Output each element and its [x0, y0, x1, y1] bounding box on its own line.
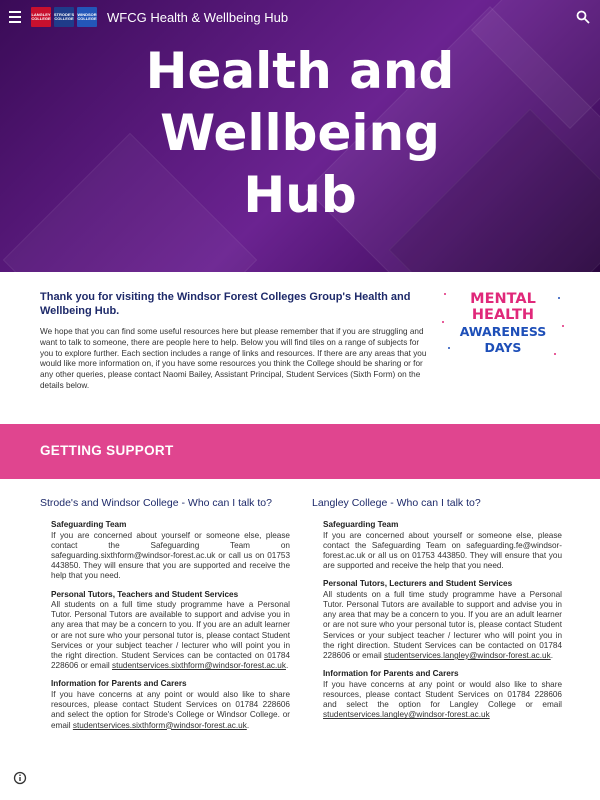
block-text: If you are concerned about yourself or someone else, please contact the Safeguarding Team on safeguarding.sixthform@windsor-forest.ac.uk or call us on 01753 443850. They will ensure that you are supported and receive the help that you need. — [51, 530, 290, 581]
trailing-punctuation: . — [285, 661, 289, 671]
strodes-windsor-column — [40, 496, 290, 739]
tutors-block — [40, 590, 290, 672]
parents-block — [40, 679, 290, 730]
awareness-text-line: HEALTH — [471, 307, 535, 323]
confetti-dot — [554, 353, 556, 355]
email-link[interactable]: studentservices.langley@windsor-forest.ac.uk — [323, 710, 490, 720]
safeguarding-block — [40, 520, 290, 582]
hero-title-line: Health and — [145, 42, 455, 100]
block-text-body: If you have concerns at any point or would also like to share resources, please contact Student Services on 01784 228606 and select the option for Langley College or email — [323, 679, 562, 710]
section-title: GETTING SUPPORT — [40, 443, 174, 458]
intro-section — [40, 290, 430, 392]
confetti-dot — [444, 293, 446, 295]
langley-college-logo[interactable]: LANGLEY COLLEGE — [31, 7, 51, 27]
block-text: If you are concerned about yourself or someone else, please contact the Safeguarding Team on safeguarding.fe@windsor-forest.ac.uk or all us on 01753 443850. They will ensure that you are supported and receive the help that you need. — [323, 530, 562, 571]
site-title[interactable]: WFCG Health & Wellbeing Hub — [107, 9, 289, 25]
hero-title-line: Hub — [243, 166, 357, 224]
block-text-body: All students on a full time study programme have a Personal Tutor. Personal Tutors are available to support and advise you in any area that may be a concern to you. If you are an adult learner or are not sure who your personal tutor is, please contact Student Services or your subject teacher / lecturer who will point you in the right direction. Student Services can be contacted on 01784 228606 or email — [51, 600, 290, 671]
mental-health-awareness-image — [440, 287, 566, 363]
confetti-dot — [442, 321, 444, 323]
block-text — [323, 590, 562, 661]
strodes-college-logo[interactable]: STRODE'S COLLEGE — [54, 7, 74, 27]
block-text — [323, 680, 562, 721]
intro-heading: Thank you for visiting the Windsor Forest Colleges Group's Health and Wellbeing Hub. — [40, 291, 411, 317]
email-link[interactable]: studentservices.sixthform@windsor-forest.ac.uk — [72, 720, 247, 730]
email-link[interactable]: studentservices.sixthform@windsor-forest.ac.uk — [112, 661, 286, 671]
block-title: Safeguarding Team — [323, 520, 399, 529]
block-text — [51, 690, 290, 731]
hero-banner — [0, 0, 600, 272]
hamburger-icon[interactable] — [1, 0, 29, 34]
tutors-block — [312, 579, 562, 661]
block-title: Personal Tutors, Lecturers and Student Services — [323, 579, 513, 589]
column-heading: Strode's and Windsor College - Who can I talk to? — [40, 497, 272, 509]
block-text-body: All students on a full time study programme have a Personal Tutor. Personal Tutors are available to support and advise you in any area that may be a concern to you. If you are an adult learner or are not sure who your personal tutor is, please contact Student Services or your subject teacher / lecturer who will point you in the right direction. Student Services can be contacted on 01784 228606 or email — [323, 589, 562, 661]
block-title: Safeguarding Team — [51, 520, 127, 529]
confetti-dot — [558, 297, 560, 299]
top-bar — [0, 0, 600, 34]
column-heading: Langley College - Who can I talk to? — [312, 497, 481, 509]
awareness-text-line: AWARENESS — [459, 324, 547, 339]
email-link[interactable]: studentservices.langley@windsor-forest.ac.uk — [384, 651, 551, 661]
langley-column — [312, 496, 562, 729]
intro-body: We hope that you can find some useful resources here but please remember that if you are struggling and want to talk to someone, there are people here to help. Below you will find tiles on a range of subjects for you to explore further. Each section includes a range of links and resources. If there are any areas that you would like more information on, if you have some resources you think the College should be sharing or for any other queries, please contact Naomi Bailey, Assistant Principal, Student Services (Sixth Form) on the details below. — [40, 327, 427, 390]
search-icon[interactable] — [576, 10, 590, 24]
safeguarding-block — [312, 520, 562, 571]
trailing-punctuation: . — [246, 720, 250, 730]
confetti-dot — [562, 325, 564, 327]
hero-title — [0, 40, 600, 226]
trailing-punctuation: . — [550, 651, 553, 661]
getting-support-band — [0, 424, 600, 479]
block-title: Information for Parents and Carers — [51, 679, 187, 689]
block-title: Personal Tutors, Teachers and Student Services — [51, 589, 239, 599]
block-text-body: If you have concerns at any point or would also like to share resources, please contact Student Services on 01784 228606 and select the option for Strode's College or Windsor College. or email — [51, 689, 290, 730]
block-text — [51, 600, 290, 671]
parents-block — [312, 669, 562, 720]
hero-title-line: Wellbeing — [160, 104, 440, 162]
confetti-dot — [448, 347, 450, 349]
awareness-text-line: MENTAL — [470, 291, 536, 307]
awareness-text-line: DAYS — [484, 340, 522, 355]
windsor-college-logo[interactable]: WINDSOR COLLEGE — [77, 7, 97, 27]
block-title: Information for Parents and Carers — [323, 669, 459, 679]
college-logos — [31, 7, 97, 27]
info-icon[interactable] — [13, 771, 27, 785]
